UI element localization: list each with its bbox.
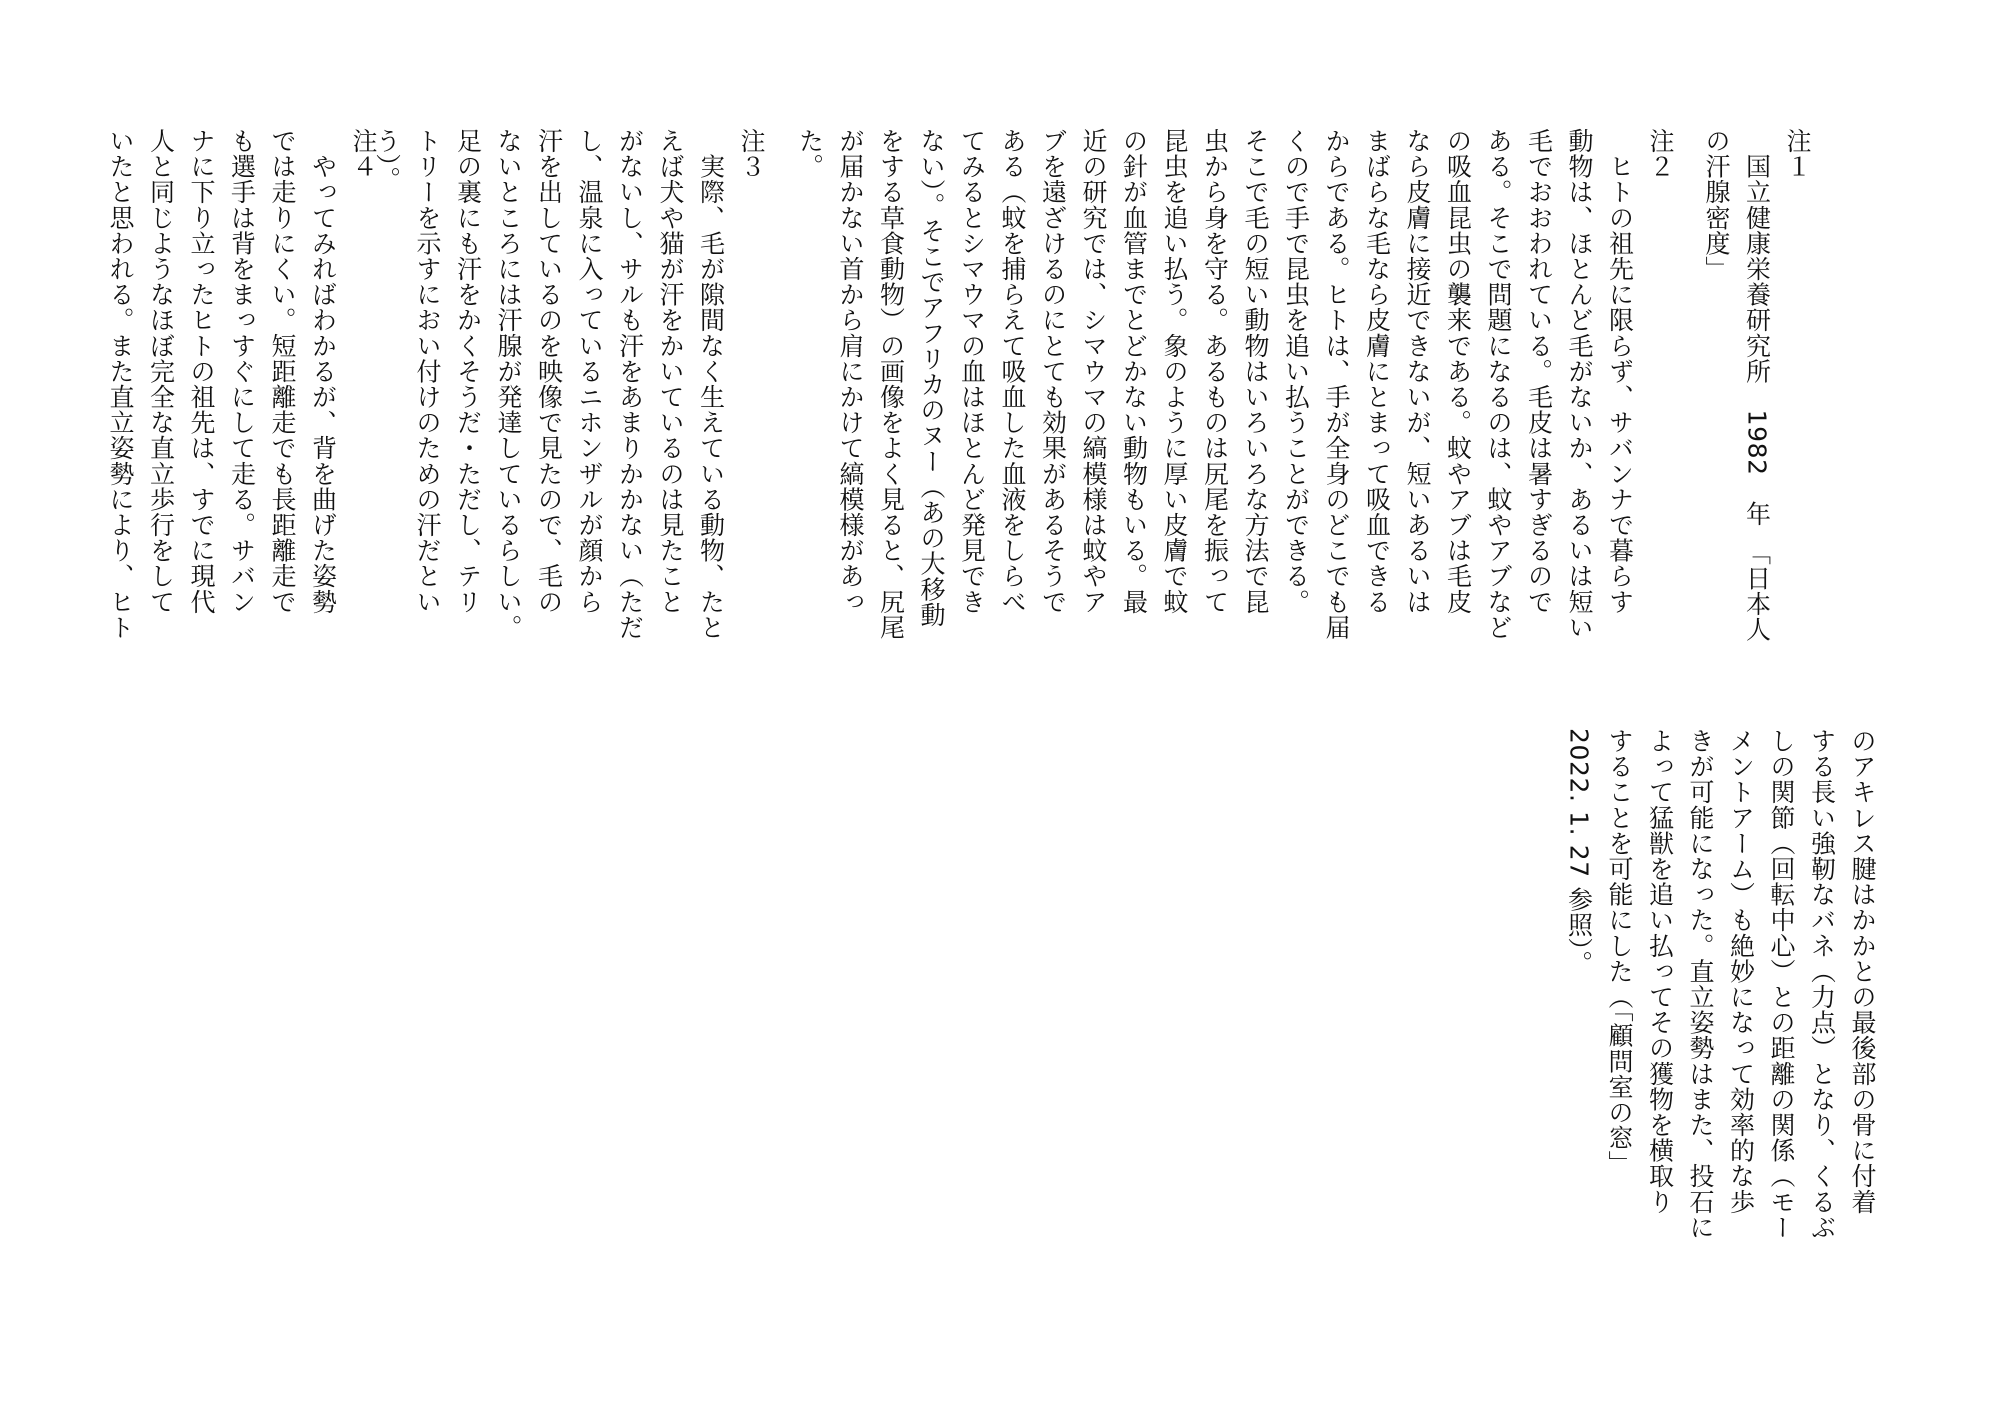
text-line: トリーを示すにおい付けのための汗だとい	[413, 128, 442, 615]
text-line: ある（蚊を捕らえて吸血した血液をしらべ	[998, 128, 1027, 615]
text-line: がないし、サルも汗をあまりかかない（ただ	[615, 128, 645, 640]
text-line: しの関節（回転中心）との距離の関係（モー	[1767, 728, 1796, 1240]
text-line: 汗を出しているのを映像で見たので、毛の	[534, 128, 564, 615]
note-3	[372, 128, 771, 728]
text-line: のアキレス腱はかかとの最後部の骨に付着	[1848, 728, 1877, 1215]
note-title: 注３	[737, 128, 766, 180]
text-line: し、温泉に入っているニホンザルが顔から	[575, 128, 604, 615]
text-line: が届かない首から肩にかけて縞模様があっ	[836, 128, 865, 615]
text-line: てみるとシマウマの血はほとんど発見でき	[957, 128, 987, 615]
text-line: 人と同じようなほぼ完全な直立歩行をして	[146, 128, 176, 615]
text-line: する長い強靭なバネ（力点）となり、くるぶ	[1807, 728, 1837, 1240]
note-1	[1683, 128, 1817, 728]
text-line: 2022. 1. 27 参照）。	[1564, 728, 1594, 977]
note-title: 注２	[1646, 128, 1675, 180]
text-line: 虫から身を守る。あるものは尻尾を振って	[1200, 128, 1230, 615]
text-line: 足の裏にも汗をかくそうだ・ただし、テリ	[453, 128, 483, 615]
text-line: の汗腺密度」	[1702, 128, 1731, 282]
text-line: ない）。そこでアフリカのヌー（あの大移動	[917, 128, 946, 628]
text-line: ナに下り立ったヒトの祖先は、すでに現代	[187, 128, 216, 615]
text-line: メントアーム）も絶妙になって効率的な歩	[1726, 728, 1756, 1215]
note-2	[795, 128, 1680, 728]
text-line: まばらな毛なら皮膚にとまって吸血できる	[1362, 128, 1392, 615]
text-line: からである。ヒトは、手が全身のどこでも届	[1322, 128, 1351, 640]
text-line: くので手で昆虫を追い払うことができる。	[1281, 128, 1311, 615]
text-line: 昆虫を追い払う。象のように厚い皮膚で蚊	[1160, 128, 1189, 615]
text-line: えば犬や猫が汗をかいているのは見たこと	[656, 128, 685, 615]
text-line: 動物は、ほとんど毛がないか、あるいは短い	[1565, 128, 1594, 640]
text-line: た。	[795, 128, 825, 180]
text-line: の針が血管までとどかない動物もいる。最	[1119, 128, 1149, 615]
note-title: 注４	[349, 128, 378, 180]
note-4	[106, 128, 383, 728]
text-line: ブを遠ざけるのにとても効果があるそうで	[1038, 128, 1068, 615]
text-line: の吸血昆虫の襲来である。蚊やアブは毛皮	[1443, 128, 1473, 615]
text-line: ある。そこで問題になるのは、蚊やアブなど	[1484, 128, 1513, 640]
text-line: をする草食動物）の画像をよく見ると、尻尾	[876, 128, 906, 640]
text-line: 実際、毛が隙間なく生えている動物、たと	[696, 128, 726, 640]
text-line: いたと思われる。また直立姿勢により、ヒト	[106, 128, 135, 640]
text-line: きが可能になった。直立姿勢はまた、投石に	[1686, 728, 1715, 1240]
text-line: 近の研究では、シマウマの縞模様は蚊やア	[1079, 128, 1108, 615]
text-line: なら皮膚に接近できないが、短いあるいは	[1403, 128, 1432, 615]
text-line: 毛でおおわれている。毛皮は暑すぎるので	[1524, 128, 1554, 615]
text-line: やってみればわかるが、背を曲げた姿勢	[308, 128, 338, 615]
note-title: 注１	[1783, 128, 1812, 180]
text-line: そこで毛の短い動物はいろいろな方法で昆	[1241, 128, 1270, 615]
text-line: では走りにくい。短距離走でも長距離走で	[268, 128, 297, 615]
text-line: 国立健康栄養研究所 1982 年 「日本人	[1742, 128, 1772, 643]
text-line: ないところには汗腺が発達しているらしい。	[494, 128, 523, 640]
text-line: よって猛獣を追い払ってその獲物を横取り	[1645, 728, 1675, 1215]
text-line: ヒトの祖先に限らず、サバンナで暮らす	[1605, 128, 1635, 615]
continuation-text	[1546, 728, 1882, 1400]
text-line: う）。	[372, 128, 402, 193]
text-line: することを可能にした（「顧問室の窓」	[1605, 728, 1634, 1177]
text-line: も選手は背をまっすぐにして走る。サバン	[227, 128, 257, 615]
